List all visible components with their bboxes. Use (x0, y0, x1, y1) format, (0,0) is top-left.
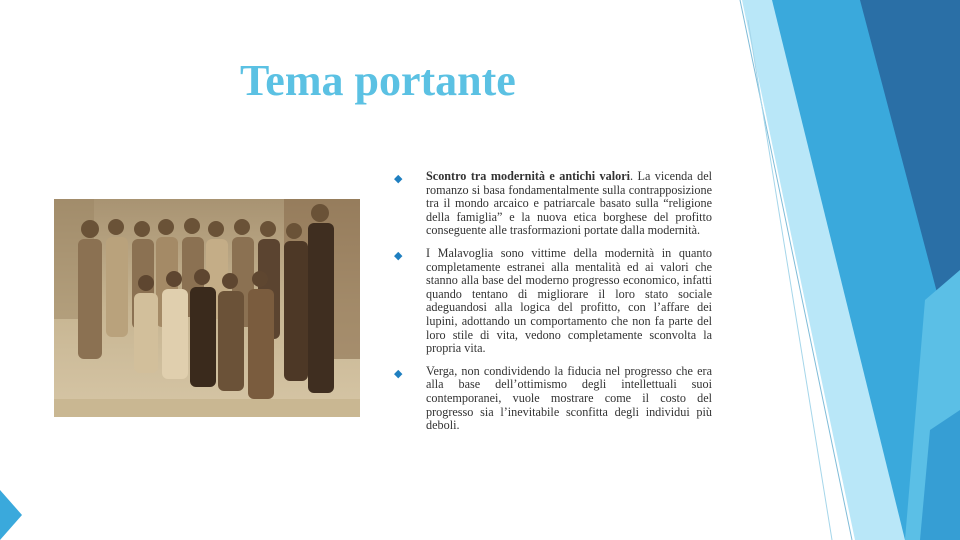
bullet-text: . La vicenda del romanzo si basa fondamentalmente sulla contrapposizione tra il mondo arcaico e patriarcale basato sulla “religione della famiglia” e la nuova etica borghese del profitto conseguente alle trasformazioni portate dalla modernità. (426, 169, 713, 238)
deco-left-arrow (0, 490, 22, 540)
bullet-item (390, 365, 712, 433)
slide-title: Tema portante (240, 56, 516, 105)
bullet-text: I Malavoglia sono vittime della modernità in quanto completamente estranei alla mentalità ed ai valori che stanno alla base del moderno progresso economico, infatti quando tentano di migliorare il loro stato sociale adeguandosi alla logica del profitto, con l’affare dei lupini, adottando un comportamento che non fa parte del loro stile di vita, vedono completamente sconvolta la propria vita. (426, 245, 712, 356)
bullet-text: Verga, non condividendo la fiducia nel progresso che era alla base dell’ottimismo degli intellettuali suoi contemporanei, vuole mostrare come il costo del progresso sia l’inevitabile sconfitta degli individui più deboli. (426, 363, 712, 433)
group-photo (54, 199, 360, 417)
bullet-lead: Scontro tra modernità e antichi valori (426, 169, 631, 183)
bullet-item (390, 247, 712, 356)
group-photo-icon (54, 199, 360, 417)
diamond-bullet-icon: ◆ (394, 248, 403, 262)
bullet-list (390, 170, 712, 442)
bullet-item (390, 170, 712, 238)
diamond-bullet-icon: ◆ (394, 172, 403, 185)
diamond-bullet-icon: ◆ (394, 366, 403, 380)
